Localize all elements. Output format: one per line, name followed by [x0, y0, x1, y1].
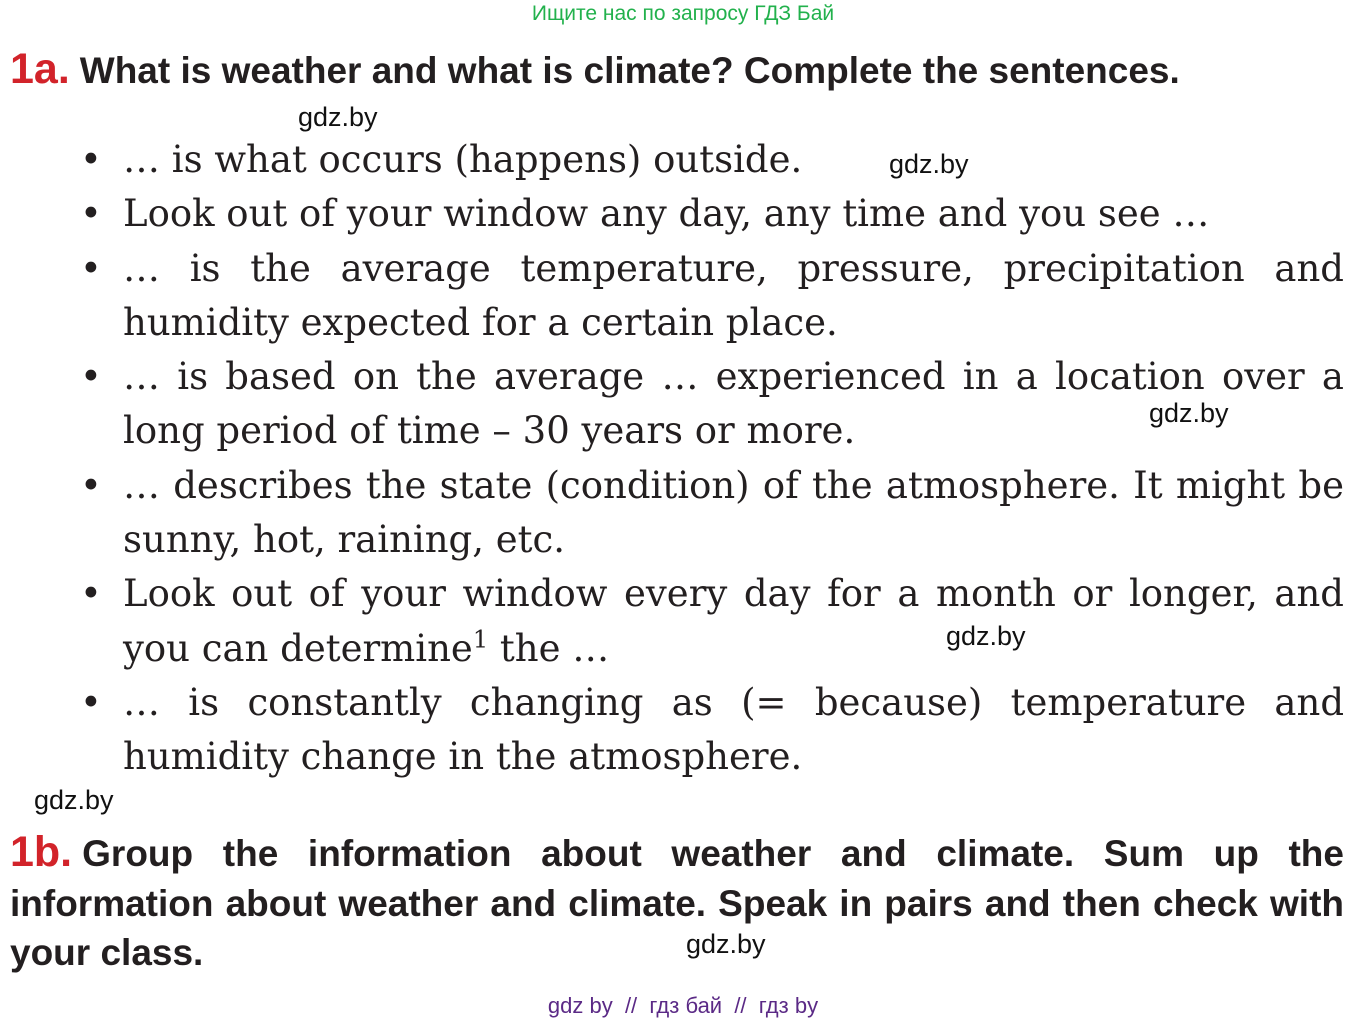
sentence-text-after: the … [488, 626, 610, 670]
exercise-1a-number: 1a. [10, 45, 70, 93]
watermark: gdz.by [889, 149, 969, 179]
sentence-list [80, 133, 1344, 785]
exercise-1a-heading [10, 44, 1344, 96]
sentence-text: … is the average temperature, pressure, precipitation and humidity expected for a certain place. [123, 246, 1344, 344]
list-item [80, 676, 1344, 785]
footnote-marker: 1 [472, 625, 489, 654]
sentence-text-before: Look out of your window every day for a month or longer, and you can determine [123, 572, 1344, 670]
list-item [80, 567, 1344, 676]
list-item [80, 242, 1344, 351]
exercise-1b-number: 1b. [10, 828, 73, 876]
watermark: gdz.by [34, 785, 114, 815]
bullet-icon: • [80, 463, 102, 507]
bullet-icon: • [80, 138, 102, 181]
sentence-text: … is constantly changing as (= because) temperature and humidity change in the atmosphere. [123, 680, 1344, 779]
bullet-icon: • [80, 246, 102, 290]
watermark: gdz.by [686, 929, 766, 959]
exercise-1b-heading [10, 828, 1344, 978]
sentence-text: … is what occurs (happens) outside. [123, 138, 803, 181]
header-note: Ищите нас по запросу ГДЗ Бай [531, 2, 835, 25]
sentence-text: … is based on the average … experienced in a location over a long period of time – 30 years or more. [123, 355, 1344, 453]
list-item [80, 133, 1344, 187]
exercise-1a-instruction: What is weather and what is climate? Complete the sentences. [79, 50, 1180, 91]
bullet-icon: • [80, 572, 102, 616]
watermark: gdz.by [298, 102, 378, 132]
bullet-icon: • [80, 192, 102, 236]
footer-note: gdz by // гдз бай // гдз by [547, 993, 819, 1018]
sentence-text [123, 572, 1344, 669]
bullet-icon: • [80, 355, 102, 399]
watermark: gdz.by [946, 621, 1026, 651]
bullet-icon: • [80, 680, 102, 724]
list-item [80, 187, 1344, 241]
list-item [80, 459, 1344, 568]
sentence-text: Look out of your window any day, any time and you see … [123, 192, 1210, 236]
watermark: gdz.by [1149, 398, 1229, 428]
sentence-text: … describes the state (condition) of the atmosphere. It might be sunny, hot, raining, etc. [123, 463, 1344, 562]
exercise-1b-instruction: Group the information about weather and climate. Sum up the information about weather and climate. Speak in pairs and then check with your class. [10, 833, 1344, 973]
